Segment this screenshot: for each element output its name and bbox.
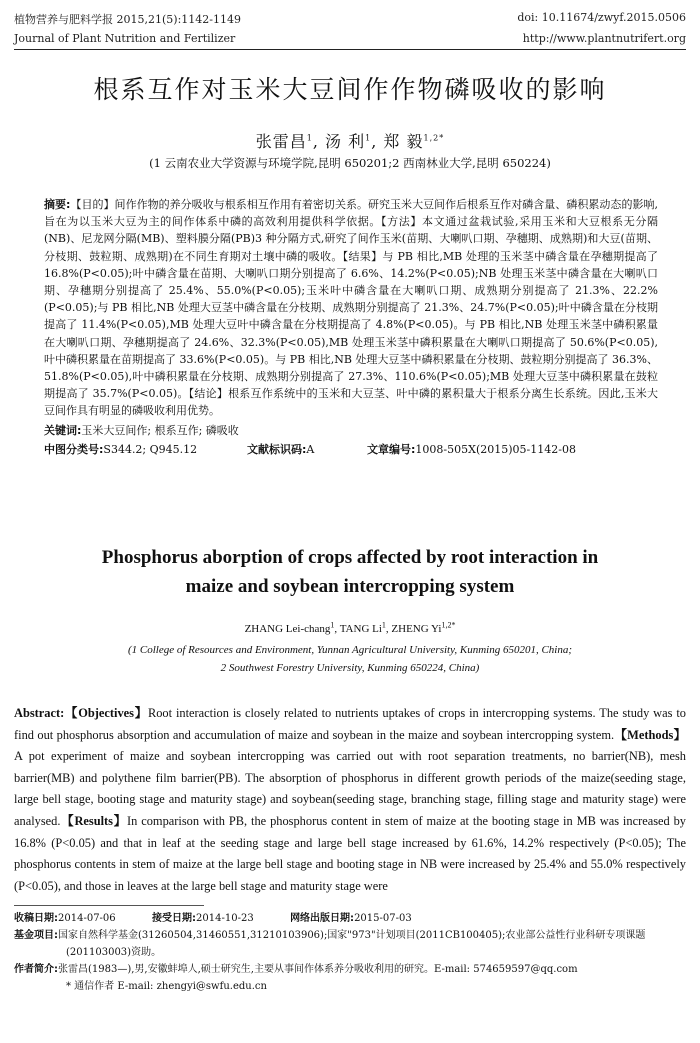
author-name-en: TANG Li <box>339 623 382 635</box>
clc-field <box>44 441 247 458</box>
doc-code-field <box>247 441 367 458</box>
doc-code-value: A <box>306 442 315 456</box>
author-bio-text: 张雷昌(1983—),男,安徽蚌埠人,硕士研究生,主要从事间作体系养分吸收利用的研究。E-mail: 574659597@qq.com <box>58 964 578 975</box>
authors-cn <box>0 129 700 152</box>
abstract-cn <box>44 196 658 458</box>
clc-value: S344.2; Q945.12 <box>103 442 198 456</box>
author-affil-mark: 1 <box>330 620 335 630</box>
abstract-cn-text: 【目的】间作作物的养分吸收与根系相互作用有着密切关系。研究玉米大豆间作后根系互作对磷含量、磷积累动态的影响,旨在为以玉米大豆为主的间作体系中磷的高效利用提供科学依据。【方法】本文通过盆栽试验,采用玉米和大豆根系无分隔(NB)、尼龙网分隔(MB)、塑料膜分隔(PB)3 种分隔方式,研究了间作玉米(苗期、大喇叭口期、孕穗期、成熟期)和大豆(苗期、分枝期、鼓粒期、成熟期)在不同生育期对土壤中磷的吸收。【结果】与 PB 相比,MB 处理的玉米茎中磷含量在孕穗期提高了 16.8%(P<0.05);叶中磷含量在苗期、大喇叭口期分别提高了 6.6%、14.2%(P<0.05);NB 处理玉米茎中磷含量在大喇叭口期、孕穗期分别提高了 25.4%、55.0%(P<0.05);玉米叶中磷含量在大喇叭口期、成熟期分别提高了 21.3%、22.2%(P<0.05);与 PB 相比,NB 处理大豆茎中磷含量在分枝期、成熟期分别提高了 21.3%、24.7%(P<0.05);叶中磷含量在分枝期提高了 11.4%(P<0.05),MB 处理大豆叶中磷含量在分枝期提高了 4.8%(P<0.05)。与 PB 相比,NB 处理玉米茎中磷积累量在大喇叭口期、孕穗期提高了 24.6%、32.3%(P<0.05),MB 处理玉米茎中磷积累量在大喇叭口期提高了 50.6%(P<0.05),叶中磷积累量在苗期提高了 33.6%(P<0.05)。与 PB 相比,NB 处理大豆茎中磷积累量在分枝期、鼓粒期分别提高了 36.3%、51.8%(P<0.05),叶中磷积累量在分枝期、成熟期分别提高了 27.3%、110.6%(P<0.05);MB 处理大豆茎中磷积累量在鼓粒期提高了 35.7%(P<0.05)。【结论】根系互作系统中的玉米和大豆茎、叶中磷的累积量大于根系分离生长系统。因此,玉米大豆间作具有明显的磷吸收利用优势。 <box>44 198 659 418</box>
doc-code-label: 文献标识码: <box>247 442 307 456</box>
article-no-value: 1008-505X(2015)05-1142-08 <box>415 442 576 456</box>
results-text: In comparison with PB, the phosphorus content in stem of maize at the booting stage in MB was increased by 16.8% (P<0.05) and that in leaf at the seeding stage and large bell stage increased by 61.6%, 14.2% respectively (P<0.05); The phosphorus contents in stem of maize at the large bell stage and booting stage in NB were increased by 25.4% and 55.0% respectively (P<0.05), and those in leaves at the large bell stage and maturity stage were <box>14 813 686 893</box>
doi[interactable]: doi: 10.11674/zwyf.2015.0506 <box>517 11 686 24</box>
corresponding-row <box>14 978 686 995</box>
author-affil-mark: 1 <box>381 620 386 630</box>
affiliation-en-line: 2 Southwest Forestry University, Kunming 650224, China) <box>220 662 480 674</box>
fund-text-cont: (201103003)资助。 <box>66 947 162 958</box>
objectives-text: Root interaction is closely related to nutrients uptakes of crops in intercropping systems. The study was to find out phosphorus absorption and accumulation of maize and soybean in the maize and soybean intercropping system. <box>14 706 686 742</box>
author-affil-mark: 1 <box>365 133 372 143</box>
author-name-en: ZHANG Lei-chang <box>244 623 331 635</box>
journal-name-en: Journal of Plant Nutrition and Fertilizer <box>14 32 236 45</box>
keywords-value: 玉米大豆间作; 根系互作; 磷吸收 <box>81 423 239 437</box>
received-label: 收稿日期: <box>14 913 58 924</box>
author-name: 张雷昌 <box>255 132 307 151</box>
journal-url[interactable]: http://www.plantnutrifert.org <box>522 32 686 45</box>
fund-row <box>14 927 686 944</box>
fund-label: 基金项目: <box>14 930 58 941</box>
author-separator: , <box>371 132 378 151</box>
abstract-en-label: Abstract: <box>14 706 65 720</box>
authors-en: ZHANG Lei-chang$^1$, TANG Li$^1$, ZHENG $Yi^{1,2*}$ <box>244 620 456 635</box>
journal-citation: 植物营养与肥料学报 2015,21(5):1142-1149 <box>14 13 241 26</box>
page-title-en <box>0 543 700 601</box>
results-label: 【Results】 <box>60 813 128 828</box>
author-affil-mark: 1,2* <box>441 620 456 630</box>
clc-label: 中图分类号: <box>44 442 104 456</box>
classification <box>44 441 658 458</box>
methods-label: 【Methods】 <box>614 727 686 742</box>
author-name-en: ZHENG Yi <box>391 623 442 635</box>
online-date: 2015-07-03 <box>354 913 412 924</box>
methods-text: A pot experiment of maize and soybean intercropping was carried out with root separation treatments, no barrier(NB), mesh barrier(MB) and polythene film barrier(PB). The absorption of phosphorus in different growth periods of the maize(seeding stage, large bell stage, booting stage and maturity stage) and soybean(seeding stage, branching stage, filling stage and maturity stage) were analysed. <box>14 749 686 828</box>
corresponding-email: * 通信作者 E-mail: zhengyi@swfu.edu.cn <box>66 981 267 992</box>
footnotes <box>14 910 686 995</box>
author-affil-mark: 1,2* <box>423 133 445 143</box>
author-separator: , <box>312 132 319 151</box>
author-name: 汤 利 <box>325 132 366 151</box>
dates-row <box>14 910 686 927</box>
keywords <box>44 422 658 439</box>
author-name: 郑 毅 <box>383 132 424 151</box>
header-rule <box>14 49 686 50</box>
accepted-label: 接受日期: <box>152 913 197 924</box>
fund-text: 国家自然科学基金(31260504,31460551,31210103906);国家"973"计划项目(2011CB100405);农业部公益性行业科研专项课题 <box>58 930 646 941</box>
page-title-cn: 根系互作对玉米大豆间作作物磷吸收的影响 <box>93 75 607 104</box>
article-no-label: 文章编号: <box>367 442 416 456</box>
affiliation-cn: (1 云南农业大学资源与环境学院,昆明 650201;2 西南林业大学,昆明 650224) <box>149 156 551 170</box>
author-bio-label: 作者简介: <box>14 964 58 975</box>
footnote-rule <box>14 905 204 906</box>
keywords-label: 关键词: <box>44 423 82 437</box>
author-bio-row <box>14 961 686 978</box>
accepted-date: 2014-10-23 <box>196 913 254 924</box>
title-en-line: maize and soybean intercropping system <box>185 576 515 597</box>
fund-row-cont <box>14 944 686 961</box>
objectives-label: 【Objectives】 <box>64 706 148 720</box>
affiliation-en-line: (1 College of Resources and Environment, Yunnan Agricultural University, Kunming 650201, China; <box>127 644 573 656</box>
affiliation-en <box>0 641 700 677</box>
title-en-line: Phosphorus aborption of crops affected by root interaction in <box>101 547 599 568</box>
online-label: 网络出版日期: <box>290 913 355 924</box>
received-date: 2014-07-06 <box>58 913 116 924</box>
abstract-en <box>14 703 686 897</box>
abstract-cn-label: 摘要: <box>44 198 71 211</box>
author-affil-mark: 1 <box>306 133 313 143</box>
article-no-field <box>367 441 576 458</box>
